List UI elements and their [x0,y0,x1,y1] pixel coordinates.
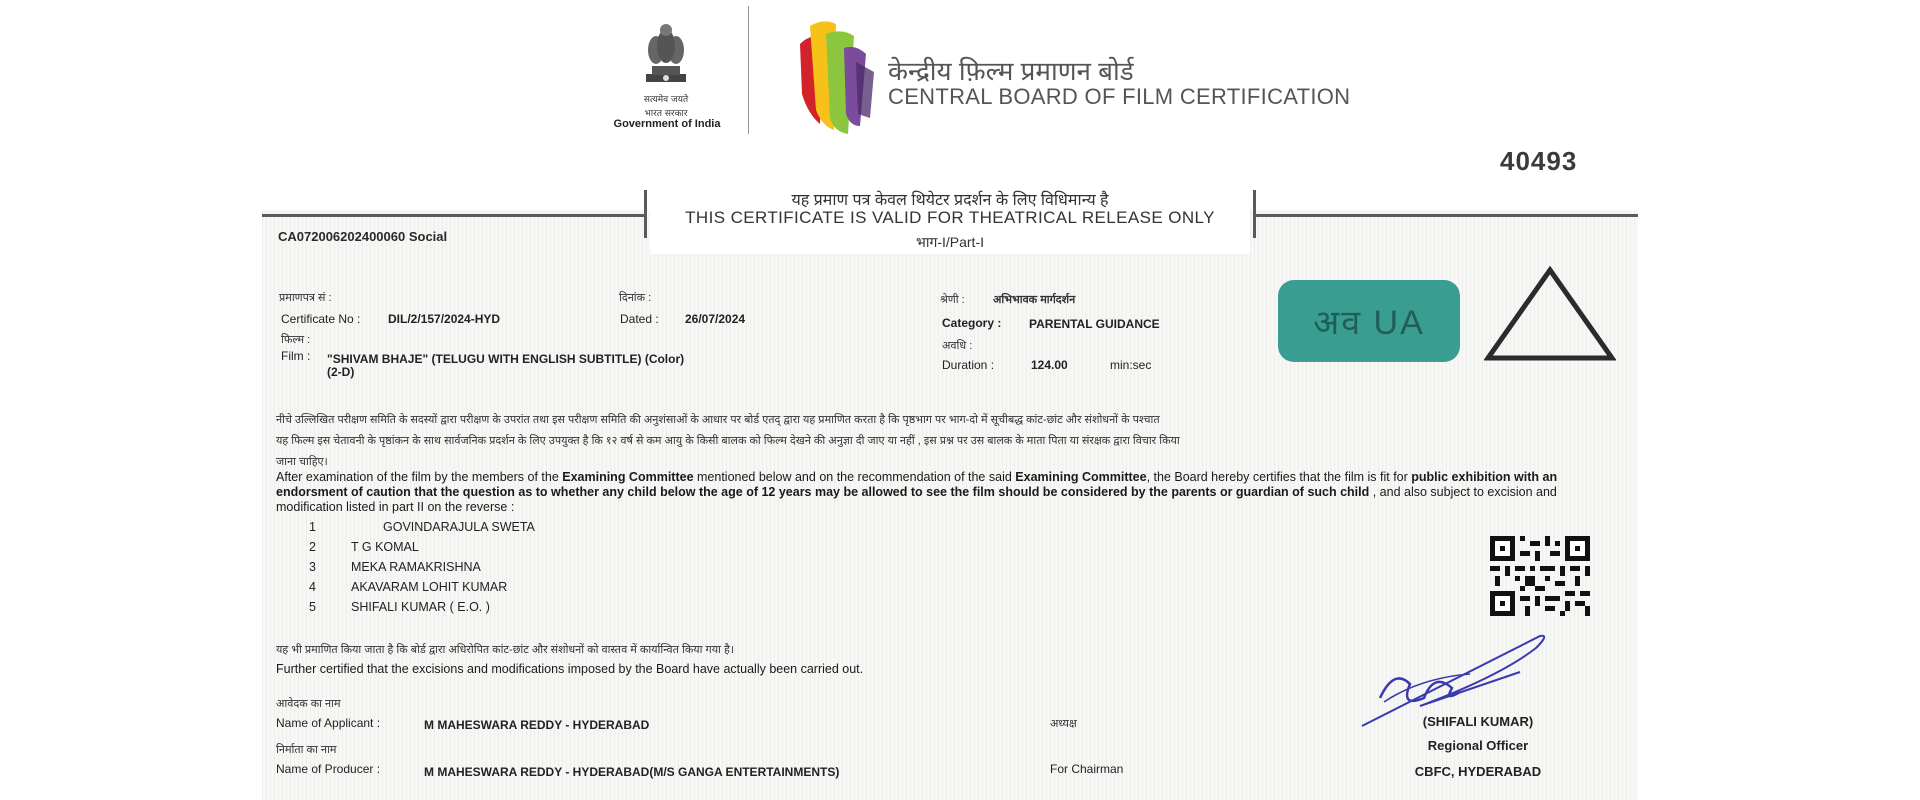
banner-rule-left [262,214,646,217]
category-value-hindi: अभिभावक मार्गदर्शन [993,294,1076,306]
category-label-hindi: श्रेणी : [940,294,965,306]
officer-office: CBFC, HYDERABAD [1414,764,1542,779]
serial-number: 40493 [1500,146,1578,176]
duration-value: 124.00 [1031,358,1068,372]
english-text: , the Board hereby certifies that the film is fit for [1146,470,1412,484]
emblem-english: Government of India [613,118,721,130]
film-title: "SHIVAM BHAJE" (TELUGU WITH ENGLISH SUBTITLE) (Color) [327,352,685,366]
officer-title: Regional Officer [1427,738,1529,753]
emblem-motto: सत्यमेव जयते [643,95,689,105]
english-certification-text [276,470,1576,515]
category-label: Category : [942,316,1002,330]
category-value: PARENTAL GUIDANCE [1029,317,1160,331]
further-certified-hindi: यह भी प्रमाणित किया जाता है कि बोर्ड द्वारा अधिरोपित कांट-छांट और संशोधनों को वास्तव में कार्यान्वित किया गया है। [276,644,735,656]
english-text: mentioned below and on the recommendation of the said [693,470,1016,484]
banner-hindi: यह प्रमाण पत्र केवल थियेटर प्रदर्शन के लिए विधिमान्य है [791,192,1109,209]
member-name: AKAVARAM LOHIT KUMAR [351,580,508,594]
member-name: MEKA RAMAKRISHNA [351,560,481,574]
duration-label-hindi: अवधि : [942,340,973,352]
signature-icon [1360,628,1550,728]
banner-rule-left-vert [644,190,647,238]
ashoka-emblem-icon [636,20,696,90]
emblem-hindi: भारत सरकार [644,109,688,119]
producer-label: Name of Producer : [276,762,381,776]
cert-no-label: Certificate No : [281,312,361,326]
banner-part: भाग-I/Part-I [915,234,985,250]
hindi-certification-text [276,410,1576,473]
english-text-bold: Examining Committee [562,470,694,484]
member-number: 4 [309,580,316,594]
member-name: SHIFALI KUMAR ( E.O. ) [351,600,490,614]
applicant-label: Name of Applicant : [276,716,381,730]
applicant-value: M MAHESWARA REDDY - HYDERABAD [424,718,650,732]
applicant-label-hindi: आवेदक का नाम [276,698,341,710]
hindi-line: जाना चाहिए। [276,456,328,468]
for-chairman: For Chairman [1050,762,1124,776]
member-number: 1 [309,520,316,534]
english-text-bold: Examining Committee [1015,470,1147,484]
member-number: 5 [309,600,316,614]
dated-value: 26/07/2024 [685,312,746,326]
english-text: After examination of the film by the members of the [276,470,563,484]
duration-label: Duration : [942,358,995,372]
producer-label-hindi: निर्माता का नाम [276,744,337,756]
producer-value: M MAHESWARA REDDY - HYDERABAD(M/S GANGA ENTERTAINMENTS) [424,765,840,779]
film-label-hindi: फिल्म : [281,334,311,346]
english-text: , and also subject to excision and modification listed in part II on the reverse : [276,485,1557,514]
member-number: 3 [309,560,316,574]
cbfc-logo-icon [790,14,880,134]
header-divider [748,6,749,134]
dated-label: Dated : [620,312,659,326]
cert-no-label-hindi: प्रमाणपत्र सं : [279,292,332,304]
hindi-line: यह फिल्म इस चेतावनी के पृष्ठांकन के साथ सार्वजनिक प्रदर्शन के लिए उपयुक्त है कि १२ वर्ष से कम आयु के किसी बालक को फिल्म देखने की अनुज्ञा दी जाए या नहीं , इस प्रश्न पर उस बालक के माता पिता या संरक्षक द्वारा विचार किया [276,435,1180,447]
qr-code-icon [1490,536,1590,616]
member-number: 2 [309,540,316,554]
chairman-hindi: अध्यक्ष [1050,718,1077,730]
ua-rating-badge: अव UA [1278,280,1460,362]
further-certified-english: Further certified that the excisions and modifications imposed by the Board have actually been carried out. [276,662,864,676]
banner-english: THIS CERTIFICATE IS VALID FOR THEATRICAL RELEASE ONLY [685,208,1215,227]
banner-rule-right [1253,214,1638,217]
dated-label-hindi: दिनांक : [619,292,652,304]
board-english-name: CENTRAL BOARD OF FILM CERTIFICATION [888,84,1351,109]
film-label: Film : [281,349,311,363]
member-name: GOVINDARAJULA SWETA [383,520,535,534]
caution-triangle-icon [1484,266,1616,362]
reference-code: CA072006202400060 Social [278,229,448,244]
film-format: (2-D) [327,365,355,379]
english-text-bold: public exhibition with an endorsment of caution that the question as to whether any child below the age of 12 years may be allowed to see the film should be considered by the parents or guardian of such child [276,470,1558,499]
hindi-line: नीचे उल्लिखित परीक्षण समिति के सदस्यों द्वारा परीक्षण के उपरांत तथा इस परीक्षण समिति की अनुशंसाओं के आधार पर बोर्ड एतद् द्वारा यह प्रमाणित करता है कि पृष्ठभाग पर भाग-दो में सूचीबद्ध कांट-छांट और संशोधनों के पश्चात [276,414,1160,426]
officer-name: (SHIFALI KUMAR) [1422,714,1534,729]
cert-no-value: DIL/2/157/2024-HYD [388,312,501,326]
board-hindi-name: केन्द्रीय फ़िल्म प्रमाणन बोर्ड [888,56,1134,86]
duration-unit: min:sec [1110,358,1152,372]
member-name: T G KOMAL [351,540,419,554]
